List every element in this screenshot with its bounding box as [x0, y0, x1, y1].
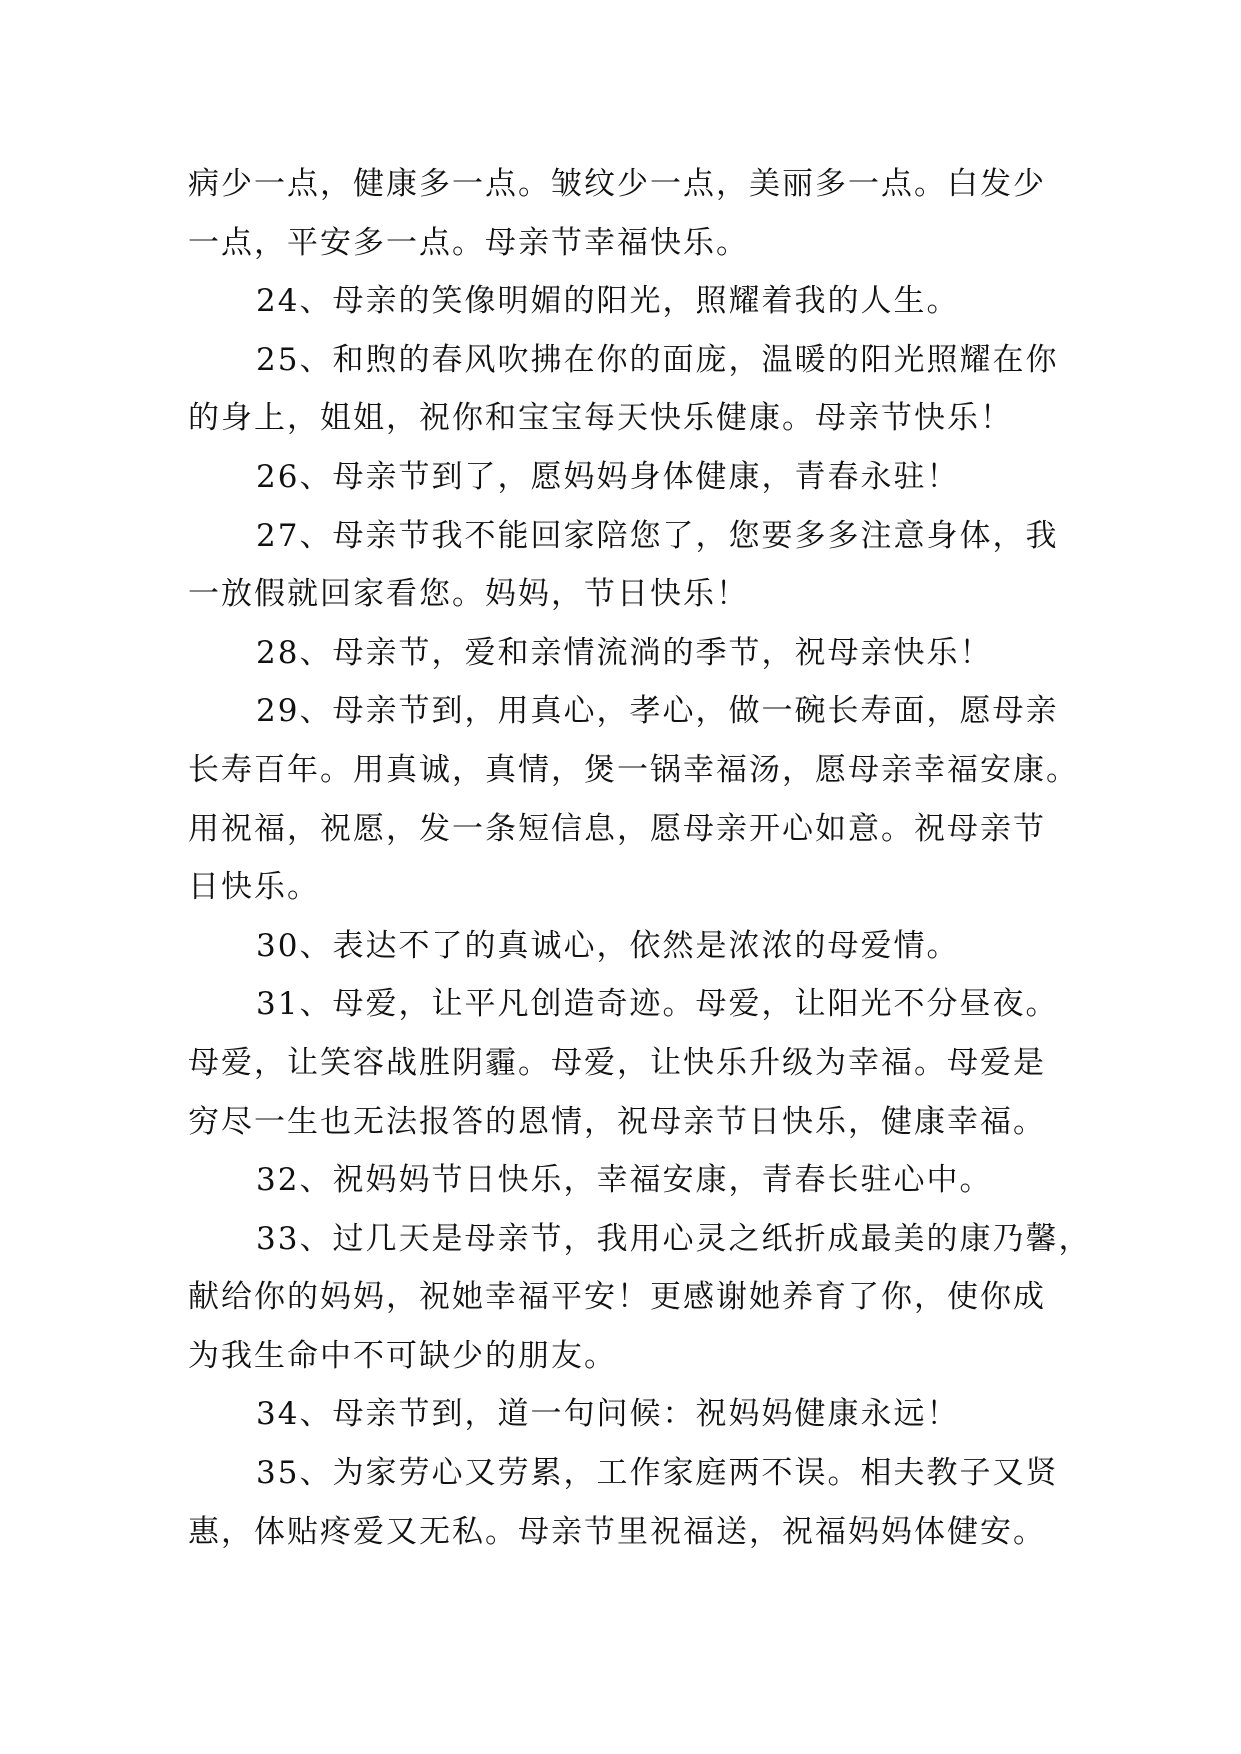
- text-line: 穷尽一生也无法报答的恩情，祝母亲节日快乐，健康幸福。: [188, 1103, 1046, 1140]
- paragraph: [188, 1210, 1092, 1386]
- text-line: 33、过几天是母亲节，我用心灵之纸折成最美的康乃馨，: [256, 1220, 1092, 1257]
- paragraph: [188, 272, 1078, 331]
- text-line: 一放假就回家看您。妈妈，节日快乐！: [188, 576, 749, 613]
- paragraph: [188, 975, 1078, 1151]
- paragraph: [188, 1385, 1078, 1444]
- text-line: 的身上，姐姐，祝你和宝宝每天快乐健康。母亲节快乐！: [188, 400, 1013, 437]
- text-line: 用祝福，祝愿，发一条短信息，愿母亲开心如意。祝母亲节: [188, 810, 1046, 847]
- text-line: 25、和煦的春风吹拂在你的面庞，温暖的阳光照耀在你: [256, 341, 1059, 378]
- text-line: 一点，平安多一点。母亲节幸福快乐。: [188, 224, 749, 261]
- text-line: 32、祝妈妈节日快乐，幸福安康，青春长驻心中。: [256, 1162, 993, 1199]
- paragraph: [188, 917, 1078, 976]
- text-line: 27、母亲节我不能回家陪您了，您要多多注意身体，我: [256, 517, 1059, 554]
- text-line: 35、为家劳心又劳累，工作家庭两不误。相夫教子又贤: [256, 1455, 1059, 1492]
- text-line: 28、母亲节，爱和亲情流淌的季节，祝母亲快乐！: [256, 634, 993, 671]
- text-line: 日快乐。: [188, 869, 320, 906]
- text-line: 母爱，让笑容战胜阴霾。母爱，让快乐升级为幸福。母爱是: [188, 1044, 1046, 1081]
- paragraph: [188, 507, 1078, 624]
- paragraph: [188, 1151, 1078, 1210]
- text-line: 34、母亲节到，道一句问候：祝妈妈健康永远！: [256, 1396, 960, 1433]
- text-line: 24、母亲的笑像明媚的阳光，照耀着我的人生。: [256, 283, 960, 320]
- paragraph: [188, 155, 1078, 272]
- text-line: 为我生命中不可缺少的朋友。: [188, 1337, 617, 1374]
- text-line: 献给你的妈妈，祝她幸福平安！更感谢她养育了你，使你成: [188, 1279, 1046, 1316]
- text-line: 惠，体贴疼爱又无私。母亲节里祝福送，祝福妈妈体健安。: [188, 1513, 1046, 1550]
- document-body: [188, 155, 1092, 1561]
- text-line: 31、母爱，让平凡创造奇迹。母爱，让阳光不分昼夜。: [256, 986, 1059, 1023]
- paragraph: [188, 448, 1078, 507]
- paragraph: [188, 331, 1078, 448]
- text-line: 26、母亲节到了，愿妈妈身体健康，青春永驻！: [256, 458, 960, 495]
- text-line: 30、表达不了的真诚心，依然是浓浓的母爱情。: [256, 927, 960, 964]
- text-line: 29、母亲节到，用真心，孝心，做一碗长寿面，愿母亲: [256, 693, 1059, 730]
- paragraph: [188, 624, 1078, 683]
- paragraph: [188, 1444, 1078, 1561]
- text-line: 病少一点，健康多一点。皱纹少一点，美丽多一点。白发少: [188, 166, 1046, 202]
- text-line: 长寿百年。用真诚，真情，煲一锅幸福汤，愿母亲幸福安康。: [188, 751, 1079, 788]
- paragraph: [188, 682, 1078, 916]
